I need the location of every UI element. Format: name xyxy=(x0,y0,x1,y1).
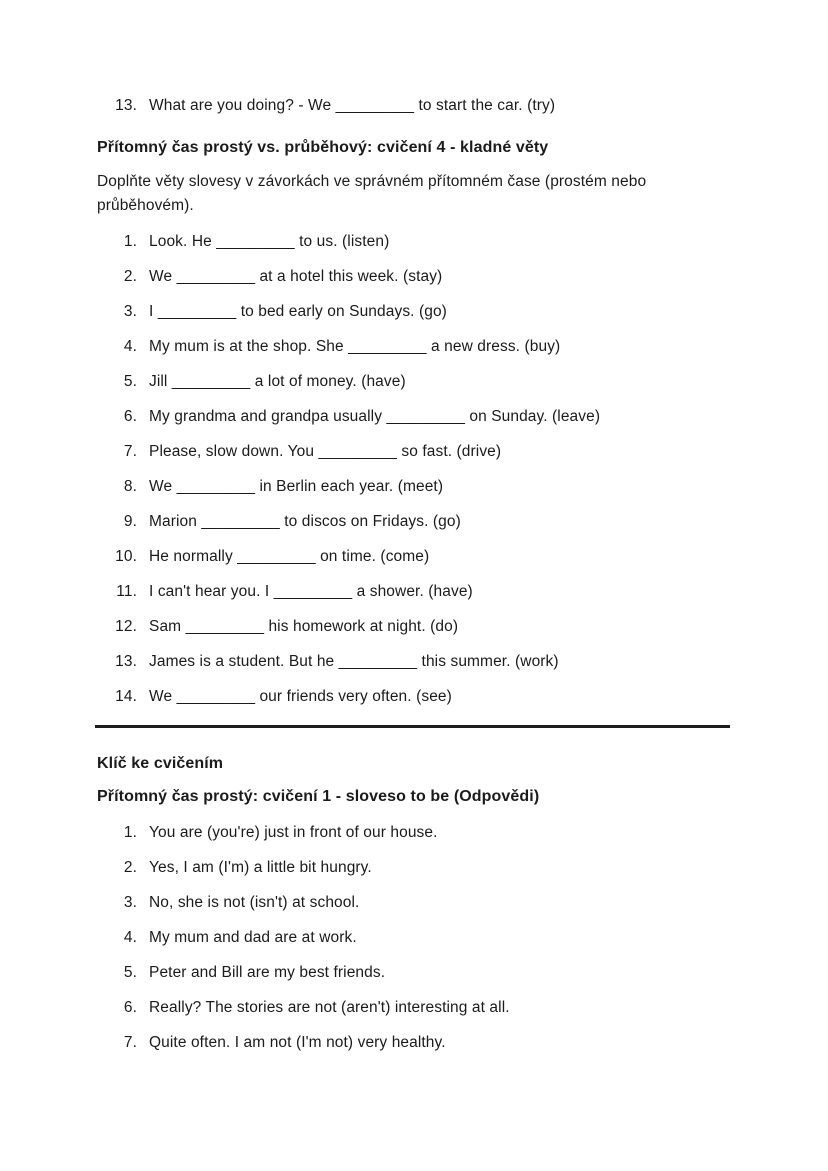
list-item xyxy=(97,1031,730,1055)
list-item xyxy=(97,545,730,569)
list-item-text: My grandma and grandpa usually _________ on Sunday. (leave) xyxy=(149,408,601,425)
list-item xyxy=(97,475,730,499)
list-item xyxy=(97,996,730,1020)
list-item-number: 6. xyxy=(123,408,137,425)
list-item-text: Really? The stories are not (aren't) interesting at all. xyxy=(149,999,510,1016)
list-item xyxy=(97,335,730,359)
list-item-text: I can't hear you. I _________ a shower. (have) xyxy=(149,583,473,600)
list-item-number: 3. xyxy=(123,894,137,911)
list-item-text: I _________ to bed early on Sundays. (go) xyxy=(149,303,447,320)
list-item-text: Yes, I am (I'm) a little bit hungry. xyxy=(149,859,372,876)
answer-key-list xyxy=(97,821,730,1055)
list-item xyxy=(97,510,730,534)
list-item xyxy=(97,615,730,639)
list-item xyxy=(97,94,730,118)
list-item-number: 1. xyxy=(123,824,137,841)
list-item xyxy=(97,856,730,880)
list-item-text: Peter and Bill are my best friends. xyxy=(149,964,386,981)
list-item-text: What are you doing? - We _________ to start the car. (try) xyxy=(149,97,556,114)
list-item-text: We _________ at a hotel this week. (stay) xyxy=(149,268,443,285)
list-item-number: 7. xyxy=(123,1034,137,1051)
list-item-text: My mum and dad are at work. xyxy=(149,929,357,946)
section-divider xyxy=(95,725,730,728)
list-item-number: 10. xyxy=(115,548,137,565)
list-item xyxy=(97,926,730,950)
list-item-number: 1. xyxy=(123,233,137,250)
list-item-text: No, she is not (isn't) at school. xyxy=(149,894,360,911)
list-item-text: Jill _________ a lot of money. (have) xyxy=(149,373,406,390)
list-item-text: James is a student. But he _________ this summer. (work) xyxy=(149,653,559,670)
list-item-text: My mum is at the shop. She _________ a new dress. (buy) xyxy=(149,338,561,355)
list-item-number: 11. xyxy=(116,583,137,600)
list-item xyxy=(97,265,730,289)
list-item-number: 7. xyxy=(123,443,137,460)
answer-key-heading: Klíč ke cvičením xyxy=(97,755,224,772)
list-item-text: Sam _________ his homework at night. (do) xyxy=(149,618,459,635)
list-item-number: 6. xyxy=(123,999,137,1016)
list-item-number: 2. xyxy=(123,859,137,876)
list-item-number: 5. xyxy=(123,964,137,981)
list-item-number: 2. xyxy=(123,268,137,285)
list-item-number: 8. xyxy=(123,478,137,495)
list-item xyxy=(97,685,730,709)
list-item xyxy=(97,821,730,845)
list-item-number: 12. xyxy=(115,618,137,635)
list-item xyxy=(97,370,730,394)
answer-key-subheading: Přítomný čas prostý: cvičení 1 - sloveso to be (Odpovědi) xyxy=(97,788,540,805)
list-item-number: 13. xyxy=(115,653,137,670)
list-item-text: Look. He _________ to us. (listen) xyxy=(149,233,390,250)
list-item-text: He normally _________ on time. (come) xyxy=(149,548,430,565)
list-item-number: 5. xyxy=(123,373,137,390)
list-item xyxy=(97,230,730,254)
list-item xyxy=(97,440,730,464)
list-item-text: Please, slow down. You _________ so fast. (drive) xyxy=(149,443,502,460)
list-item-text: We _________ in Berlin each year. (meet) xyxy=(149,478,444,495)
list-item xyxy=(97,300,730,324)
list-item-text: You are (you're) just in front of our house. xyxy=(149,824,438,841)
list-item xyxy=(97,580,730,604)
list-item-number: 3. xyxy=(123,303,137,320)
list-item xyxy=(97,961,730,985)
list-item-text: Marion _________ to discos on Fridays. (go) xyxy=(149,513,461,530)
exercise4-list xyxy=(97,230,730,709)
exercise4-instructions: Doplňte věty slovesy v závorkách ve správném přítomném čase (prostém nebo průběhovém). xyxy=(97,173,647,214)
list-item-text: We _________ our friends very often. (see) xyxy=(149,688,452,705)
list-item-number: 4. xyxy=(123,338,137,355)
list-item xyxy=(97,650,730,674)
list-item xyxy=(97,891,730,915)
list-item-text: Quite often. I am not (I'm not) very healthy. xyxy=(149,1034,446,1051)
list-item-number: 4. xyxy=(123,929,137,946)
exercise4-heading: Přítomný čas prostý vs. průběhový: cvičení 4 - kladné věty xyxy=(97,139,549,156)
list-item-number: 14. xyxy=(115,688,137,705)
list-item xyxy=(97,405,730,429)
list-item-number: 9. xyxy=(123,513,137,530)
list-item-number: 13. xyxy=(115,97,137,114)
